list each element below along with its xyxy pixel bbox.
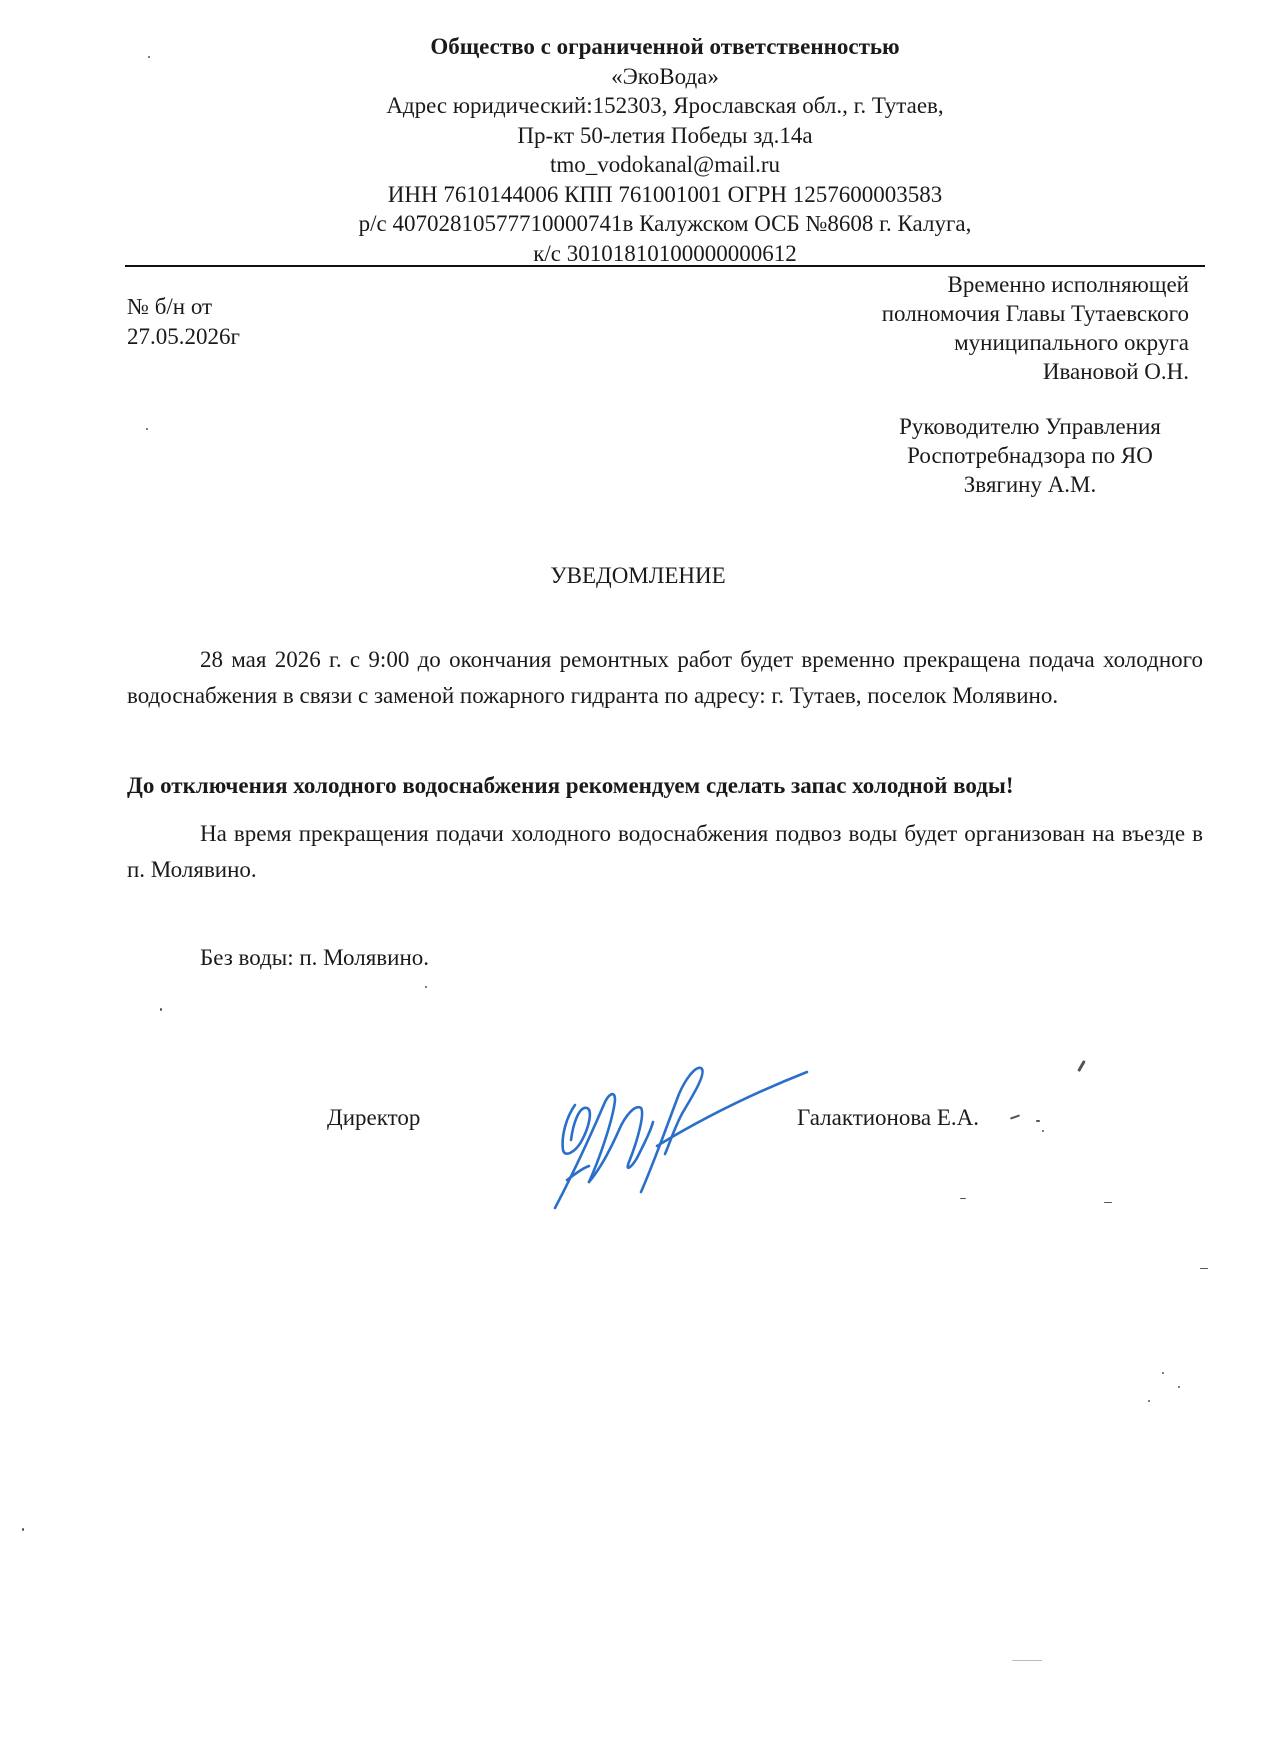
org-identifiers: ИНН 7610144006 КПП 761001001 ОГРН 1257600003583 bbox=[387, 181, 943, 207]
scan-speck bbox=[960, 1198, 966, 1199]
scan-speck bbox=[1077, 1060, 1086, 1072]
recipient2-line: Руководителю Управления bbox=[899, 414, 1161, 439]
legal-address-line: Адрес юридический:152303, Ярославская обл., г. Тутаев, bbox=[386, 93, 944, 118]
recipient-rospotrebnadzor bbox=[880, 412, 1180, 499]
org-legal-form: Общество с ограниченной ответственностью bbox=[430, 34, 900, 59]
scan-speck bbox=[146, 428, 148, 430]
warning-paragraph bbox=[127, 768, 1203, 804]
handwritten-signature bbox=[545, 1050, 810, 1220]
recipient1-line: Временно исполняющей bbox=[947, 272, 1189, 297]
scan-speck bbox=[1200, 1268, 1208, 1269]
signatory-position: Директор bbox=[327, 1105, 421, 1130]
legal-address-street: Пр-кт 50-летия Победы зд.14а bbox=[517, 122, 813, 148]
water-delivery-text: На время прекращения подачи холодного водоснабжения подвоз воды будет организован на въезде в п. Молявино. bbox=[127, 821, 1203, 882]
document-title: УВЕДОМЛЕНИЕ bbox=[550, 563, 726, 588]
outgoing-reference bbox=[127, 292, 240, 352]
org-email: tmo_vodokanal@mail.ru bbox=[549, 152, 781, 177]
recipient-head-of-district bbox=[669, 270, 1189, 386]
reference-date: 27.05.2026г bbox=[127, 324, 240, 349]
recipient2-line: Роспотребнадзора по ЯО bbox=[907, 443, 1153, 468]
recipient1-line: полномочия Главы Тутаевского bbox=[881, 301, 1189, 326]
scan-speck bbox=[1010, 1114, 1020, 1119]
scan-speck bbox=[1148, 1400, 1150, 1402]
scan-speck bbox=[148, 56, 150, 58]
letterhead-divider bbox=[125, 265, 1205, 267]
signatory-name: Галактионова Е.А. bbox=[797, 1105, 980, 1130]
scan-speck bbox=[1178, 1386, 1180, 1388]
notice-text: 28 мая 2026 г. с 9:00 до окончания ремонтных работ будет временно прекращена подача холодного водоснабжения в связи с заменой пожарного гидранта по адресу: г. Тутаев, поселок Молявино. bbox=[127, 647, 1203, 708]
correspondent-account: к/с 30101810100000000612 bbox=[533, 240, 797, 266]
scan-speck bbox=[1012, 1660, 1042, 1661]
scan-speck bbox=[1162, 1372, 1164, 1374]
scan-speck bbox=[160, 1008, 162, 1011]
recipient2-name: Звягину А.М. bbox=[963, 472, 1097, 497]
reference-number: № б/н от bbox=[127, 294, 213, 319]
affected-area: Без воды: п. Молявино. bbox=[200, 945, 430, 970]
warning-text: До отключения холодного водоснабжения рекомендуем сделать запас холодной воды! bbox=[127, 773, 1014, 798]
recipient1-line: муниципального округа bbox=[954, 330, 1189, 355]
org-name: «ЭкоВода» bbox=[611, 63, 719, 89]
letterhead bbox=[125, 32, 1205, 268]
scan-speck bbox=[1036, 1120, 1040, 1122]
notice-paragraph bbox=[127, 642, 1203, 714]
water-delivery-paragraph bbox=[127, 816, 1203, 888]
scan-speck bbox=[1042, 1130, 1044, 1132]
bank-account: р/с 40702810577710000741в Калужском ОСБ №8608 г. Калуга, bbox=[358, 211, 972, 236]
scan-speck bbox=[425, 986, 427, 988]
scan-speck bbox=[1104, 1202, 1112, 1203]
scan-speck bbox=[22, 1528, 24, 1531]
recipient1-name: Ивановой О.Н. bbox=[1042, 359, 1189, 384]
